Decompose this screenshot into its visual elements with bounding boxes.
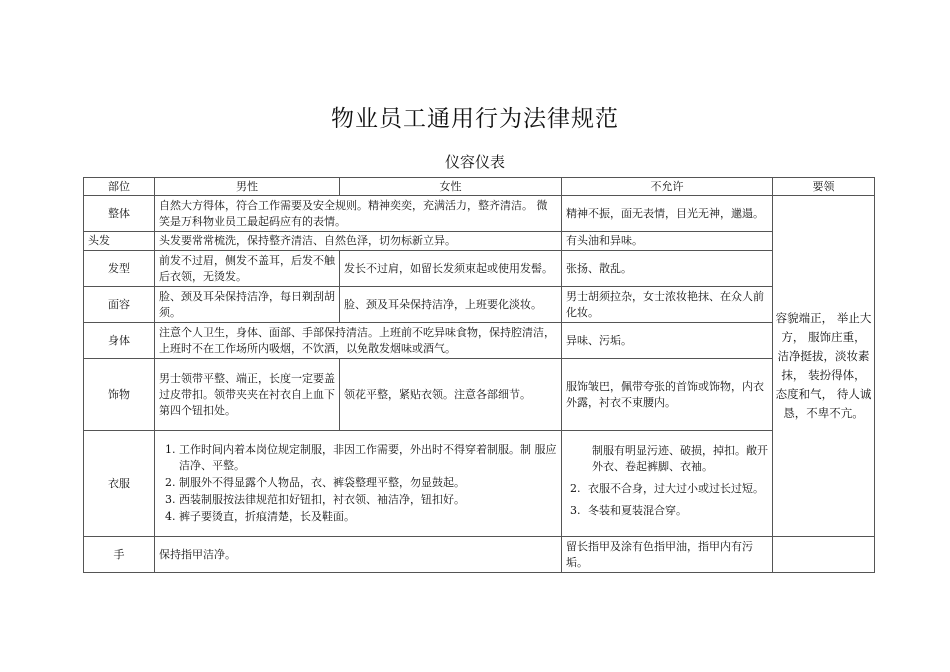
list-item-text: 衣服不合身，过大过小或过长过短。: [588, 481, 764, 495]
row-part: 头发: [84, 232, 155, 251]
row-part: 饰物: [84, 359, 155, 431]
row-forbidden: 异味、污垢。: [562, 323, 773, 359]
list-item: 2. 制服外不得显露个人物品，衣、裤袋整理平整，勿显鼓起。: [179, 475, 557, 491]
essentials-empty-cell: [773, 537, 875, 573]
section-subtitle: 仪容仪表: [444, 153, 505, 171]
essentials-cell: 容貌端正， 举止大方， 服饰庄重， 洁净挺拔，淡妆素抹， 装扮得体， 态度和气， 待人诚恳，不卑不亢。: [773, 196, 875, 537]
row-forbidden: 有头油和异味。: [562, 232, 773, 251]
row-forbidden: 精神不振，面无表情，目光无神，邋遢。: [562, 196, 773, 232]
row-forbidden: 服饰皱巴，佩带夸张的首饰或饰物，内衣外露，衬衣不束腰内。: [562, 359, 773, 431]
list-item-number: 2.: [570, 481, 581, 495]
list-item-text: 冬装和夏装混合穿。: [588, 503, 687, 517]
page-title: 物业员工通用行为法律规范: [331, 106, 619, 132]
row-forbidden: 张扬、散乱。: [562, 251, 773, 287]
row-part: 手: [84, 537, 155, 573]
header-male: 男性: [155, 178, 340, 196]
list-item: 1. 工作时间内着本岗位规定制服，非因工作需要，外出时不得穿着制服。制 服应洁净、平整。: [179, 442, 557, 474]
row-both: 自然大方得体，符合工作需要及安全规则。精神奕奕，充满活力，整齐清洁。 微笑是万科物业员工最起码应有的表情。: [155, 196, 562, 232]
list-item-text: 制服有明显污迹、破损，掉扣。敞开外衣、卷起裤脚、衣袖。: [592, 443, 768, 473]
table-row: [84, 232, 875, 251]
table-row: [84, 251, 875, 287]
row-male: 男士领带平整、端正，长度一定要盖过皮带扣。领带夹夹在衬衣自上血下第四个钮扣处。: [155, 359, 340, 431]
grooming-table: [83, 177, 875, 573]
header-essentials: 要领: [773, 178, 875, 196]
header-forbidden: 不允许: [562, 178, 773, 196]
row-forbidden: [562, 431, 773, 537]
header-female: 女性: [340, 178, 562, 196]
list-item: [570, 481, 768, 497]
header-part: 部位: [84, 178, 155, 196]
list-item: [570, 503, 768, 519]
table-header-row: [84, 178, 875, 196]
list-item: [570, 443, 768, 475]
row-male: 脸、颈及耳朵保持洁净，每日剃刮胡须。: [155, 287, 340, 323]
table-row: [84, 359, 875, 431]
row-forbidden: 男士胡须拉杂，女士浓妆艳抹、在众人前化妆。: [562, 287, 773, 323]
table-row: [84, 431, 875, 537]
row-both: 头发要常常梳洗，保持整齐清洁、自然色泽，切勿标新立异。: [155, 232, 562, 251]
list-item: 3. 西装制服按法律规范扣好钮扣，衬衣领、袖洁净，钮扣好。: [179, 492, 557, 508]
list-item-number: 3.: [570, 503, 581, 517]
row-part: 发型: [84, 251, 155, 287]
list-item: 4. 裤子要烫直，折痕清楚，长及鞋面。: [179, 509, 557, 525]
table-row: [84, 323, 875, 359]
row-female: 发长不过肩，如留长发须束起或使用发髻。: [340, 251, 562, 287]
table-row: [84, 537, 875, 573]
row-female: 脸、颈及耳朵保持洁净，上班要化淡妆。: [340, 287, 562, 323]
row-male: 前发不过眉，侧发不盖耳，后发不触后衣领，无烫发。: [155, 251, 340, 287]
row-female: 领花平整，紧贴衣领。注意各部细节。: [340, 359, 562, 431]
row-both: 保持指甲洁净。: [155, 537, 562, 573]
row-part: 整体: [84, 196, 155, 232]
row-forbidden: 留长指甲及涂有色指甲油，指甲内有污垢。: [562, 537, 773, 573]
row-part: 衣服: [84, 431, 155, 537]
row-part: 身体: [84, 323, 155, 359]
table-row: [84, 287, 875, 323]
row-both: [155, 431, 562, 537]
row-part: 面容: [84, 287, 155, 323]
table-row: [84, 196, 875, 232]
row-both: 注意个人卫生，身体、面部、手部保持清洁。上班前不吃异味食物，保持腔清洁，上班时不在工作场所内吸烟，不饮酒，以免散发烟味或酒气。: [155, 323, 562, 359]
